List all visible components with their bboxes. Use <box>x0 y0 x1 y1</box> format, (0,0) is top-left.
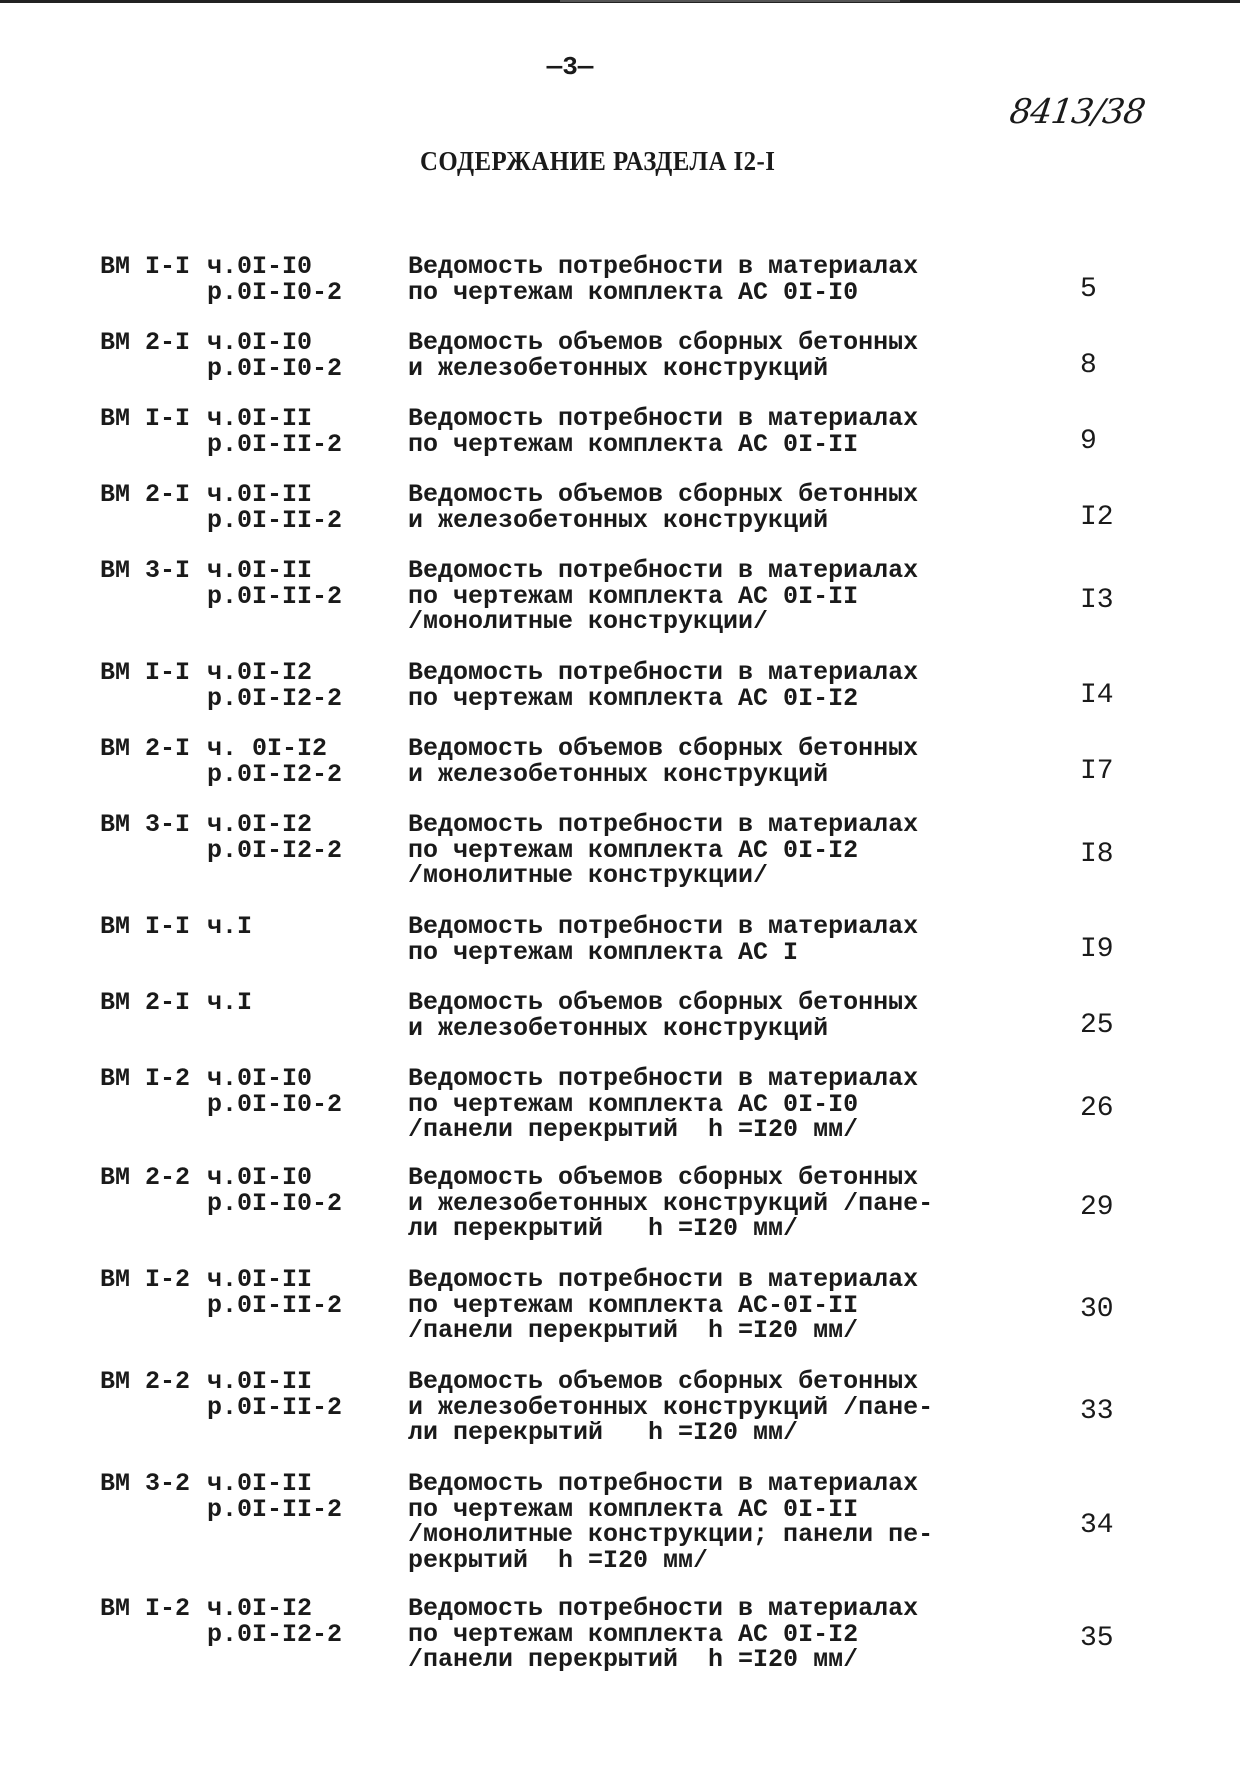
entry-part-section: ч.0I-I2 р.0I-I2-2 <box>207 810 343 865</box>
entry-page-number: 26 <box>1080 1092 1114 1124</box>
entry-page-number: 33 <box>1080 1395 1114 1427</box>
scan-top-mark <box>560 0 900 2</box>
entry-code: ВМ I-I <box>100 404 191 433</box>
entry-description: Ведомость потребности в материалах по чертежам комплекта АС 0I-I0 <box>408 252 919 307</box>
entry-part-section: ч.0I-I0 р.0I-I0-2 <box>207 328 343 383</box>
entry-code: ВМ 3-I <box>100 556 191 585</box>
entry-page-number: I4 <box>1080 679 1114 711</box>
page-number: —3— <box>546 52 594 82</box>
entry-code: ВМ I-I <box>100 912 191 941</box>
entry-description: Ведомость потребности в материалах по чертежам комплекта АС 0I-II /монолитные конструкции/ <box>408 556 919 636</box>
entry-description: Ведомость объемов сборных бетонных и железобетонных конструкций /пане- ли перекрытий h =I20 мм/ <box>408 1367 934 1447</box>
entry-description: Ведомость потребности в материалах по чертежам комплекта АС I <box>408 912 919 967</box>
entry-description: Ведомость объемов сборных бетонных и железобетонных конструкций <box>408 328 919 383</box>
handwritten-reference: 8413/38 <box>1007 92 1148 132</box>
entry-description: Ведомость потребности в материалах по чертежам комплекта АС 0I-I2 /панели перекрытий h =I20 мм/ <box>408 1594 919 1674</box>
entry-page-number: 34 <box>1080 1510 1114 1542</box>
entry-part-section: ч.0I-II р.0I-II-2 <box>207 1469 343 1524</box>
entry-code: ВМ 2-2 <box>100 1367 191 1396</box>
entry-code: ВМ 3-I <box>100 810 191 839</box>
entry-part-section: ч.I <box>207 988 253 1017</box>
entry-code: ВМ I-I <box>100 252 191 281</box>
entry-page-number: I9 <box>1080 933 1114 965</box>
entry-part-section: ч.0I-II р.0I-II-2 <box>207 480 343 535</box>
entry-part-section: ч.0I-I0 р.0I-I0-2 <box>207 1064 343 1119</box>
entry-description: Ведомость объемов сборных бетонных и железобетонных конструкций <box>408 734 919 789</box>
entry-code: ВМ 2-I <box>100 480 191 509</box>
entry-description: Ведомость потребности в материалах по чертежам комплекта АС 0I-II /монолитные конструкции; панели пе- рекрытий h =I20 мм/ <box>408 1469 934 1575</box>
entry-description: Ведомость объемов сборных бетонных и железобетонных конструкций <box>408 988 919 1043</box>
entry-page-number: 8 <box>1080 349 1097 381</box>
entry-part-section: ч.0I-II р.0I-II-2 <box>207 1367 343 1422</box>
entry-part-section: ч.0I-II р.0I-II-2 <box>207 1265 343 1320</box>
entry-description: Ведомость потребности в материалах по чертежам комплекта АС 0I-I2 /монолитные конструкции/ <box>408 810 919 890</box>
entry-part-section: ч.0I-I0 р.0I-I0-2 <box>207 252 343 307</box>
entry-page-number: I8 <box>1080 838 1114 870</box>
entry-code: ВМ 2-2 <box>100 1163 191 1192</box>
entry-page-number: 25 <box>1080 1009 1114 1041</box>
entry-description: Ведомость потребности в материалах по чертежам комплекта АС-0I-II /панели перекрытий h =I20 мм/ <box>408 1265 919 1345</box>
entry-page-number: 35 <box>1080 1622 1114 1654</box>
entry-code: ВМ I-2 <box>100 1594 191 1623</box>
entry-description: Ведомость объемов сборных бетонных и железобетонных конструкций <box>408 480 919 535</box>
entry-description: Ведомость потребности в материалах по чертежам комплекта АС 0I-II <box>408 404 919 459</box>
entry-code: ВМ I-2 <box>100 1064 191 1093</box>
entry-page-number: I2 <box>1080 501 1114 533</box>
entry-description: Ведомость объемов сборных бетонных и железобетонных конструкций /пане- ли перекрытий h =I20 мм/ <box>408 1163 934 1243</box>
entry-part-section: ч.0I-II р.0I-II-2 <box>207 404 343 459</box>
entry-part-section: ч.0I-I0 р.0I-I0-2 <box>207 1163 343 1218</box>
entry-code: ВМ I-I <box>100 658 191 687</box>
entry-page-number: 9 <box>1080 425 1097 457</box>
entry-page-number: 30 <box>1080 1293 1114 1325</box>
entry-description: Ведомость потребности в материалах по чертежам комплекта АС 0I-I2 <box>408 658 919 713</box>
entry-code: ВМ 2-I <box>100 328 191 357</box>
entry-page-number: 5 <box>1080 273 1097 305</box>
entry-code: ВМ 2-I <box>100 734 191 763</box>
entry-part-section: ч.I <box>207 912 253 941</box>
section-contents-title: СОДЕРЖАНИЕ РАЗДЕЛА I2-I <box>420 146 776 176</box>
entry-part-section: ч.0I-I2 р.0I-I2-2 <box>207 1594 343 1649</box>
entry-page-number: I7 <box>1080 755 1114 787</box>
entry-code: ВМ 3-2 <box>100 1469 191 1498</box>
entry-part-section: ч.0I-II р.0I-II-2 <box>207 556 343 611</box>
entry-part-section: ч. 0I-I2 р.0I-I2-2 <box>207 734 343 789</box>
entry-code: ВМ I-2 <box>100 1265 191 1294</box>
entry-part-section: ч.0I-I2 р.0I-I2-2 <box>207 658 343 713</box>
entry-page-number: 29 <box>1080 1191 1114 1223</box>
entry-code: ВМ 2-I <box>100 988 191 1017</box>
entry-description: Ведомость потребности в материалах по чертежам комплекта АС 0I-I0 /панели перекрытий h =I20 мм/ <box>408 1064 919 1144</box>
entry-page-number: I3 <box>1080 584 1114 616</box>
